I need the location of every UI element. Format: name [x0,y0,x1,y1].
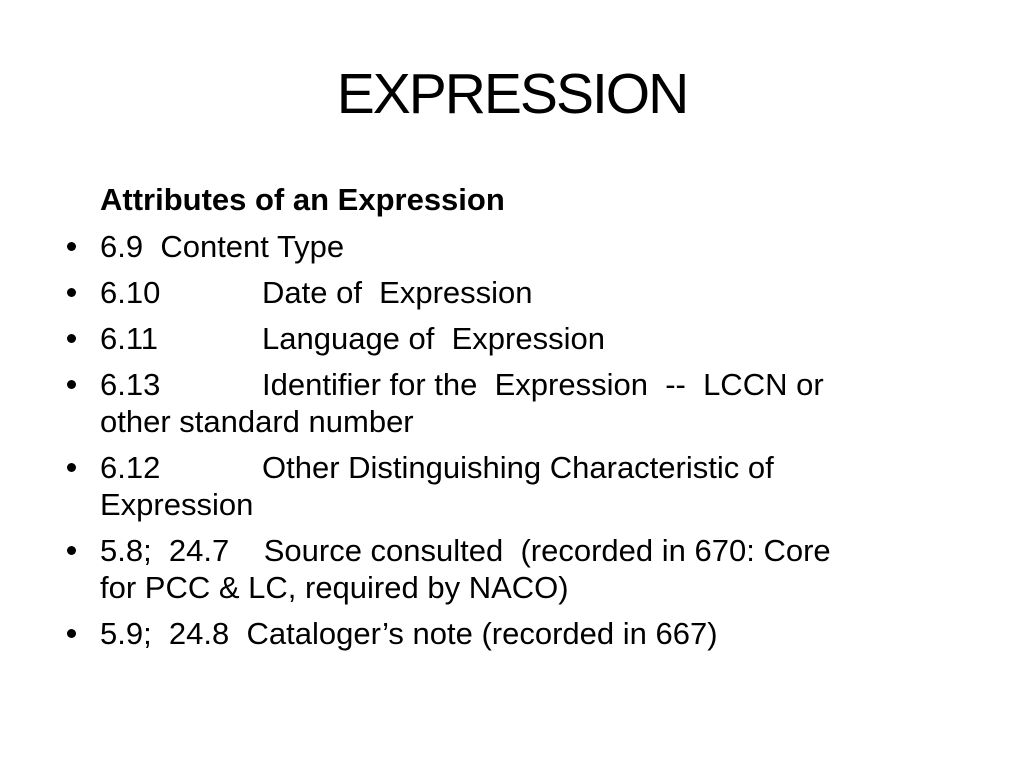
bullet-number: 6.10 [100,275,161,310]
bullet-text: Identifier for the Expression -- LCCN or [262,367,824,402]
bullet-icon [67,242,76,251]
bullet-icon [67,546,76,555]
bullet-item [100,449,980,523]
bullet-icon [67,334,76,343]
bullet-continuation: other standard number [100,404,414,439]
bullet-continuation: Expression [100,487,254,522]
bullet-text: Source consulted (recorded in 670: Core [263,533,831,568]
bullet-item [100,532,980,606]
bullet-icon [67,380,76,389]
bullet-line [100,615,980,652]
bullet-item [100,274,980,311]
bullet-text: Content Type [160,229,345,264]
bullet-line [100,532,980,569]
bullet-text: Cataloger’s note (recorded in 667) [246,616,718,651]
bullet-icon [67,463,76,472]
bullet-item [100,615,980,652]
bullet-line [100,228,980,265]
bullet-line [100,366,980,403]
bullet-icon [67,288,76,297]
bullet-icon [67,629,76,638]
bullet-text: Language of Expression [262,321,605,356]
bullet-number: 5.8; 24.7 [100,533,264,568]
bullet-item [100,228,980,265]
bullet-line [100,449,980,486]
slide-body [100,181,980,661]
bullet-number: 6.12 [100,450,161,485]
bullet-item [100,320,980,357]
bullet-line [100,320,980,357]
bullet-number: 6.13 [100,367,161,402]
bullet-line [100,274,980,311]
bullet-number: 6.11 [100,321,159,356]
bullet-number: 5.9; 24.8 [100,616,247,651]
bullet-text: Date of Expression [262,275,533,310]
bullet-continuation: for PCC & LC, required by NACO) [100,570,569,605]
slide-title: EXPRESSION [336,62,688,126]
bullet-text: Other Distinguishing Characteristic of [262,450,774,485]
bullet-number: 6.9 [100,229,161,264]
section-heading: Attributes of an Expression [100,182,505,217]
bullet-item [100,366,980,440]
